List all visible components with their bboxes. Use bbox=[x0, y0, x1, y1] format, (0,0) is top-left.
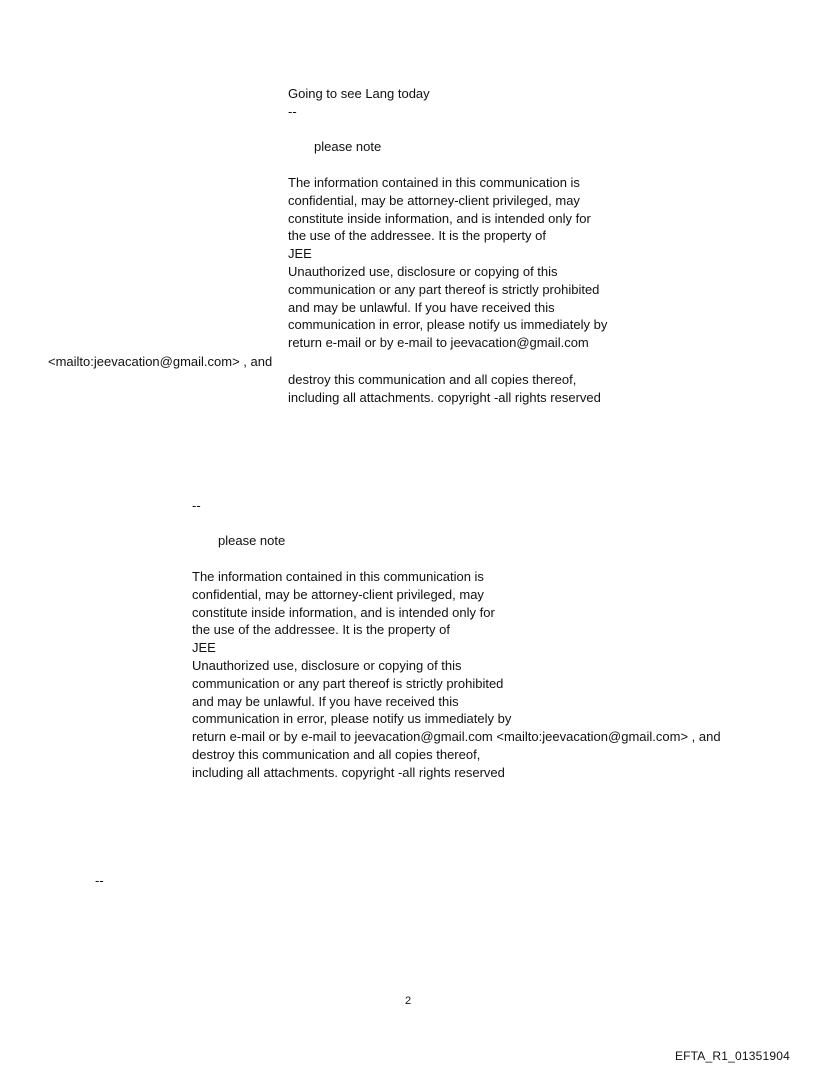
notice-line: and may be unlawful. If you have received this bbox=[192, 693, 459, 709]
notice-line: communication or any part thereof is strictly prohibited bbox=[288, 281, 600, 297]
message-one-mailto-line: <mailto:jeevacation@gmail.com> , and bbox=[48, 354, 273, 369]
notice-line: The information contained in this communication is bbox=[192, 569, 484, 584]
notice-line: communication in error, please notify us immediately by bbox=[192, 711, 512, 727]
message-one-separator: -- bbox=[288, 104, 297, 119]
notice-line: confidential, may be attorney-client privileged, may bbox=[192, 586, 484, 602]
message-one-closing bbox=[288, 371, 601, 407]
notice-line: including all attachments. copyright -all rights reserved bbox=[192, 764, 505, 780]
notice-line: Unauthorized use, disclosure or copying of this bbox=[288, 263, 558, 279]
message-one-opening: Going to see Lang today bbox=[288, 86, 430, 101]
notice-line: Unauthorized use, disclosure or copying of this bbox=[192, 657, 462, 673]
notice-line: communication in error, please notify us immediately by bbox=[288, 317, 608, 333]
notice-line: JEE bbox=[288, 246, 312, 262]
message-two-notice bbox=[192, 568, 721, 782]
message-one-note-heading: please note bbox=[314, 139, 382, 154]
notice-line: return e-mail or by e-mail to jeevacation@gmail.com <mailto:jeevacation@gmail.com> , and bbox=[192, 729, 721, 745]
notice-line: confidential, may be attorney-client privileged, may bbox=[288, 192, 580, 208]
notice-line: communication or any part thereof is strictly prohibited bbox=[192, 675, 504, 691]
final-separator: -- bbox=[95, 873, 104, 888]
notice-line: and may be unlawful. If you have received this bbox=[288, 299, 555, 315]
notice-line: constitute inside information, and is intended only for bbox=[288, 210, 591, 226]
notice-line: return e-mail or by e-mail to jeevacation@gmail.com bbox=[288, 335, 589, 351]
document-id: EFTA_R1_01351904 bbox=[674, 1049, 790, 1063]
notice-line: the use of the addressee. It is the property of bbox=[288, 228, 546, 244]
closing-line: including all attachments. copyright -all rights reserved bbox=[288, 389, 601, 405]
notice-line: the use of the addressee. It is the property of bbox=[192, 622, 450, 638]
notice-line: JEE bbox=[192, 640, 216, 656]
page-number: 2 bbox=[404, 995, 412, 1007]
notice-line: destroy this communication and all copies thereof, bbox=[192, 746, 481, 762]
notice-line: constitute inside information, and is intended only for bbox=[192, 604, 495, 620]
message-one-notice bbox=[288, 174, 607, 352]
message-two-separator: -- bbox=[192, 498, 201, 513]
message-two-note-heading: please note bbox=[218, 533, 286, 548]
notice-line: The information contained in this communication is bbox=[288, 175, 580, 190]
closing-line: destroy this communication and all copies thereof, bbox=[288, 372, 577, 387]
